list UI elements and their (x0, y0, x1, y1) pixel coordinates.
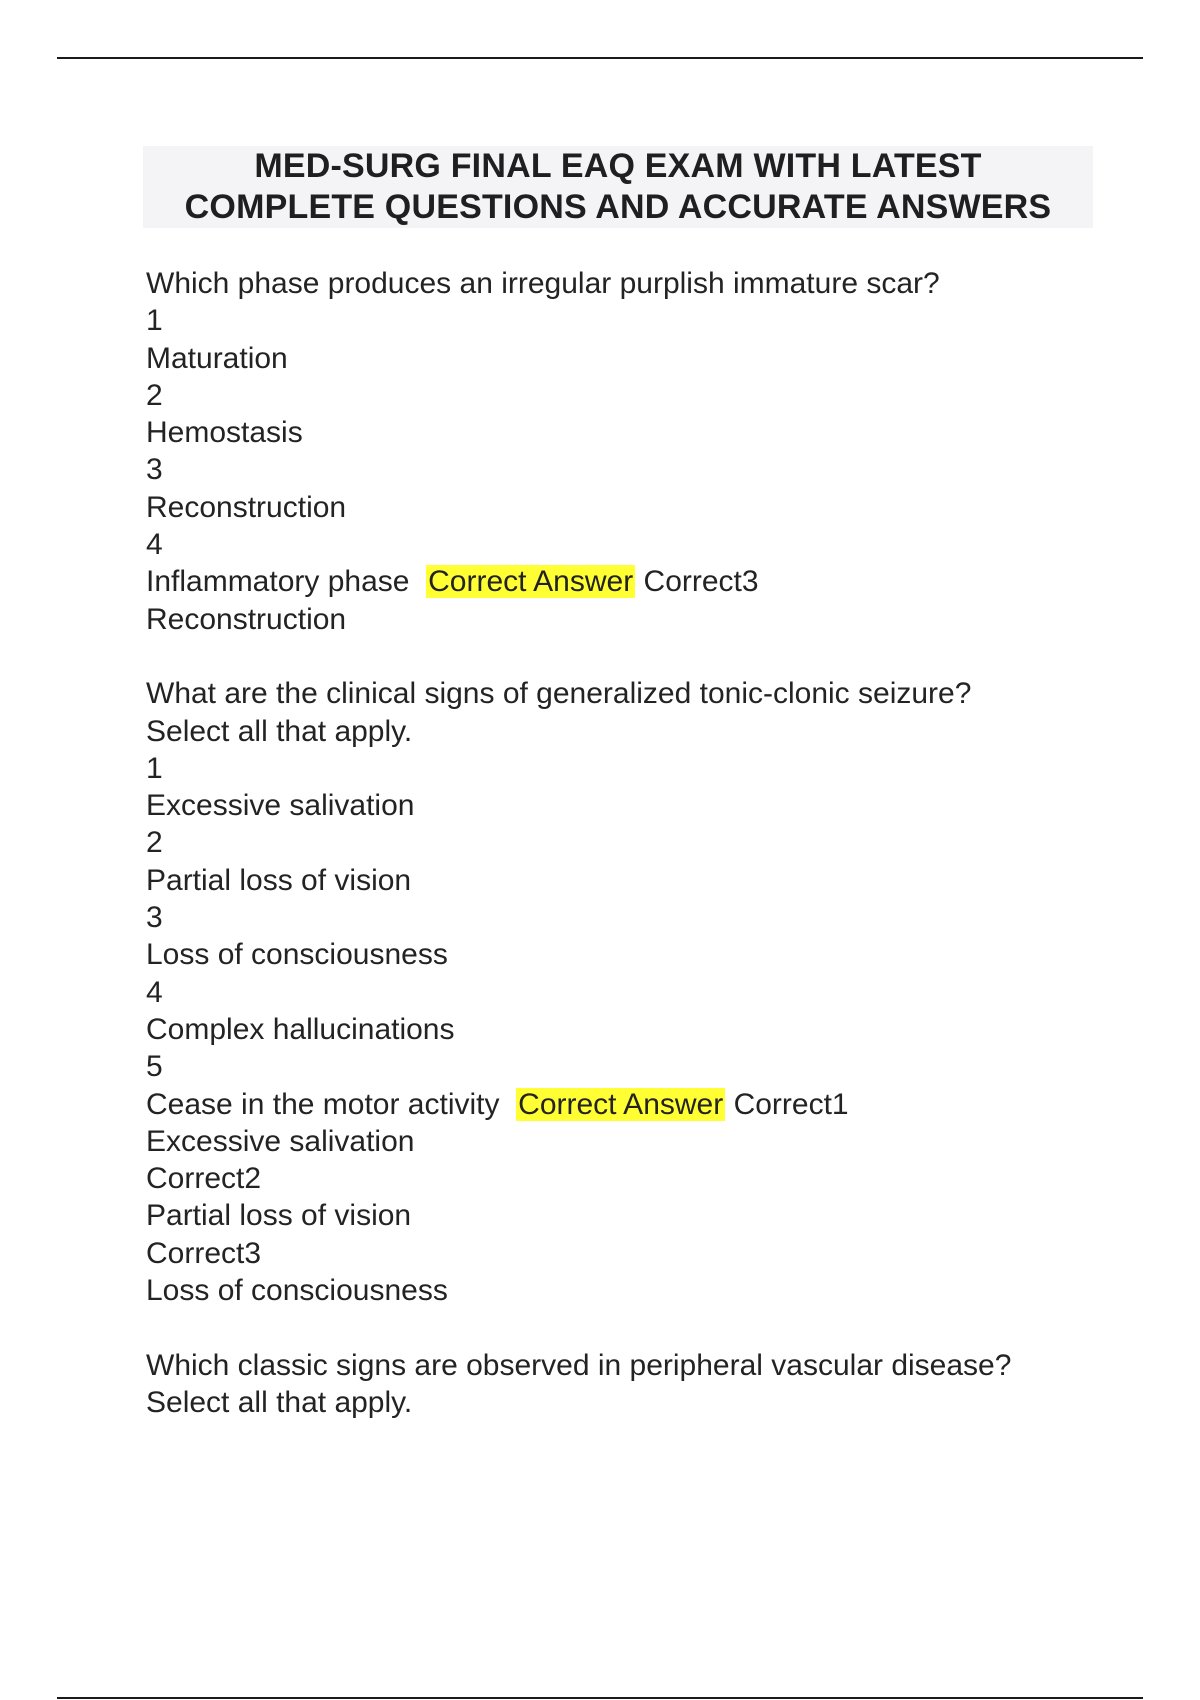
option-number: 4 (146, 975, 163, 1009)
option-text: Maturation (146, 341, 288, 375)
option-text: Complex hallucinations (146, 1012, 455, 1046)
correct-answer-number: Correct3 (643, 565, 759, 599)
option-text: Partial loss of vision (146, 863, 412, 897)
answer-text: Partial loss of vision (146, 1199, 412, 1233)
option-text: Excessive salivation (146, 789, 415, 823)
option-text: Hemostasis (146, 416, 303, 450)
question-3 (146, 1347, 1146, 1422)
question-2 (146, 675, 1146, 1309)
document-title-line-1: MED-SURG FINAL EAQ EXAM WITH LATEST (254, 147, 982, 185)
document-body (146, 265, 1146, 1421)
option-number: 2 (146, 378, 163, 412)
option-text: Reconstruction (146, 490, 347, 524)
question-instruction: Select all that apply. (146, 1385, 413, 1419)
bottom-rule (57, 1697, 1143, 1699)
option-text: Loss of consciousness (146, 938, 448, 972)
correct-answer-highlight: Correct Answer (428, 565, 634, 599)
option-text: Cease in the motor activity (146, 1087, 500, 1121)
option-number: 3 (146, 901, 163, 935)
answer-text: Reconstruction (146, 602, 347, 636)
question-prompt: What are the clinical signs of generalized tonic-clonic seizure? (146, 677, 972, 711)
option-text: Inflammatory phase (146, 565, 410, 599)
option-number: 4 (146, 528, 163, 562)
question-1 (146, 265, 1146, 638)
correct-answer-number: Correct1 (733, 1087, 849, 1121)
option-number: 1 (146, 304, 163, 338)
option-number: 5 (146, 1050, 163, 1084)
document-title-block (143, 146, 1093, 228)
answer-line (146, 563, 1146, 600)
question-prompt: Which classic signs are observed in peripheral vascular disease? (146, 1348, 1012, 1382)
question-instruction: Select all that apply. (146, 714, 413, 748)
answer-text: Correct2 (146, 1162, 262, 1196)
option-number: 2 (146, 826, 163, 860)
answer-line (146, 1086, 1146, 1123)
question-prompt: Which phase produces an irregular purplish immature scar? (146, 267, 940, 300)
document-title-line-2: COMPLETE QUESTIONS AND ACCURATE ANSWERS (184, 188, 1052, 226)
correct-answer-highlight: Correct Answer (518, 1087, 724, 1121)
option-number: 1 (146, 751, 163, 785)
option-number: 3 (146, 453, 163, 487)
top-rule (57, 57, 1143, 59)
answer-text: Correct3 (146, 1236, 262, 1270)
answer-text: Excessive salivation (146, 1124, 415, 1158)
answer-text: Loss of consciousness (146, 1274, 448, 1308)
